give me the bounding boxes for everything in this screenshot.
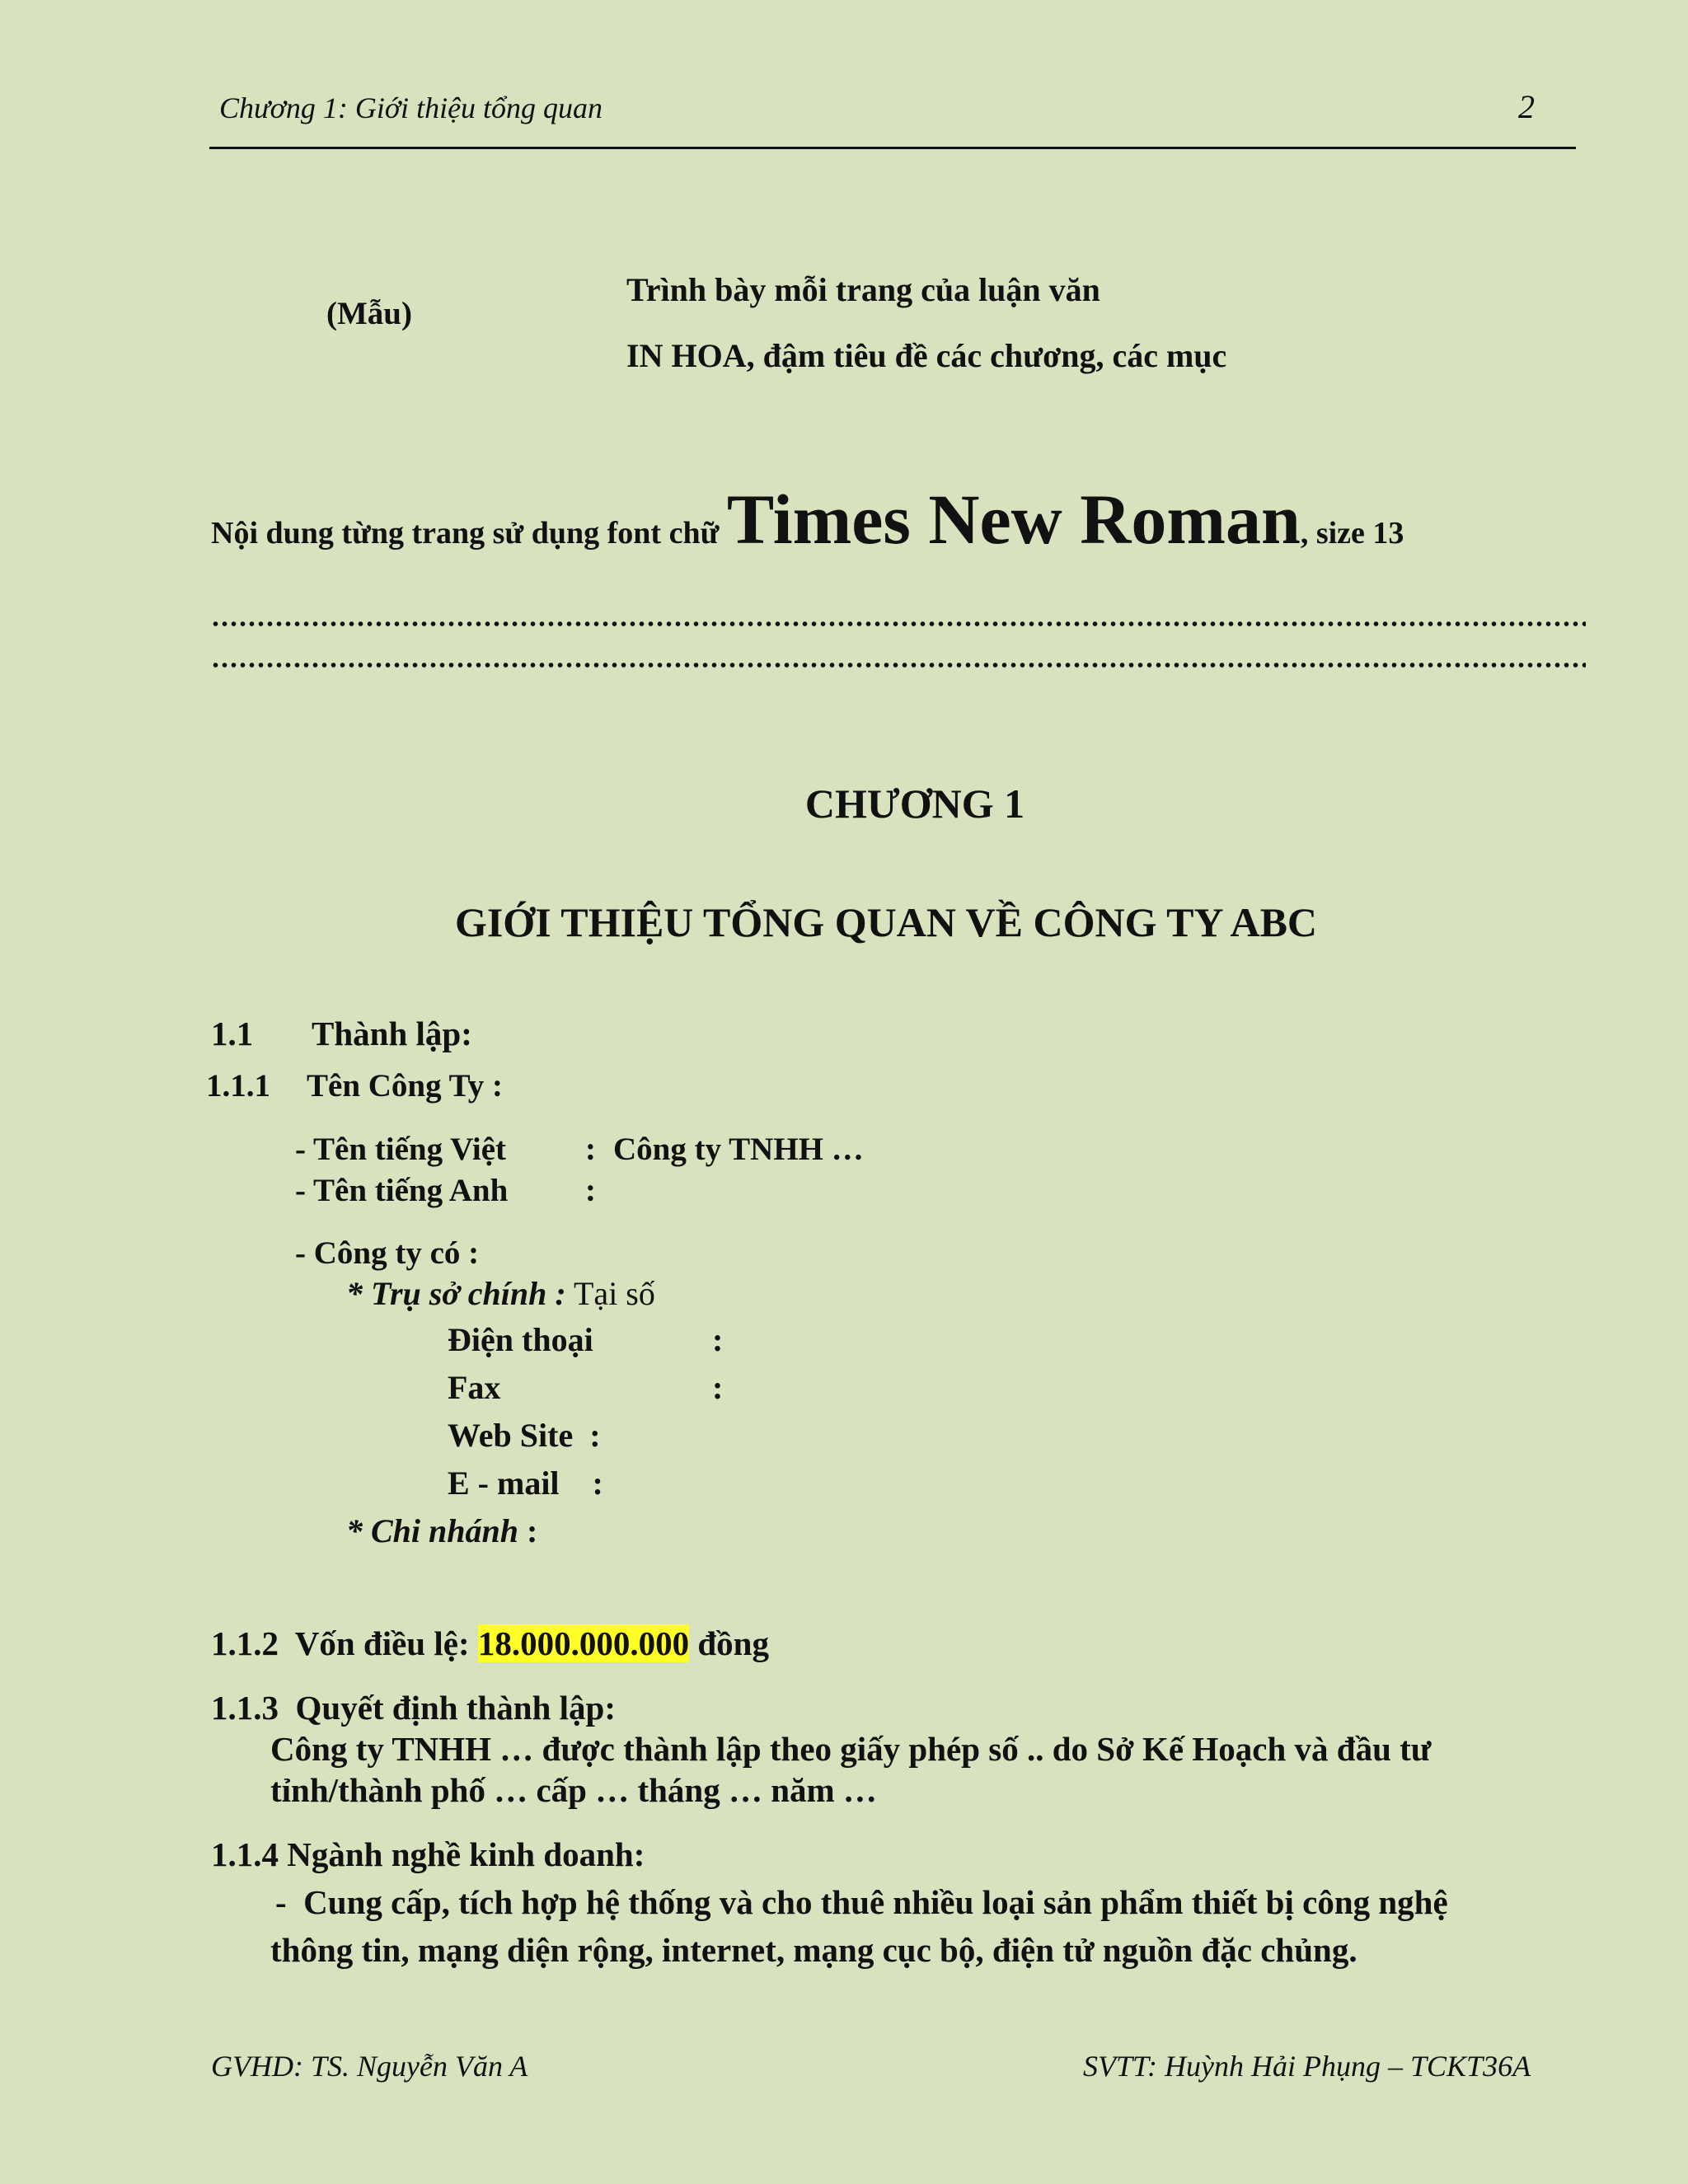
section-1-1-1-title: Tên Công Ty : xyxy=(307,1068,504,1104)
section-1-1-3-line-2: tỉnh/thành phố … cấp … tháng … năm … xyxy=(270,1771,877,1809)
charter-capital-amount: 18.000.000.000 xyxy=(477,1624,690,1662)
dotted-line-1 xyxy=(211,620,1586,628)
page-number: 2 xyxy=(1518,88,1535,125)
footer-advisor: GVHD: TS. Nguyễn Văn A xyxy=(211,2050,528,2083)
phone-colon: : xyxy=(712,1321,724,1358)
branch-label: * Chi nhánh xyxy=(346,1512,519,1549)
header-divider xyxy=(209,147,1576,149)
font-instruction xyxy=(211,470,1404,569)
section-1-1-number: 1.1 xyxy=(211,1015,254,1052)
font-instruction-prefix: Nội dung từng trang sử dụng font chữ xyxy=(211,516,720,551)
branch-colon: : xyxy=(518,1512,538,1549)
name-vi-value: Công ty TNHH … xyxy=(613,1132,864,1167)
section-1-1-4-title: 1.1.4 Ngành nghề kinh doanh: xyxy=(211,1835,645,1873)
chapter-label: CHƯƠNG 1 xyxy=(804,780,1025,827)
section-1-1-4-line-1: - Cung cấp, tích hợp hệ thống và cho thuê nhiều loại sản phẩm thiết bị công nghệ xyxy=(275,1883,1448,1921)
charter-capital-label: 1.1.2 Vốn điều lệ: xyxy=(211,1624,478,1662)
company-has-label: - Công ty có : xyxy=(295,1235,480,1271)
head-office-label: * Trụ sở chính : xyxy=(346,1275,566,1312)
name-vi-label: - Tên tiếng Việt xyxy=(295,1132,507,1167)
charter-capital xyxy=(211,1624,769,1663)
font-name: Times New Roman xyxy=(726,480,1301,559)
branch-line xyxy=(346,1511,537,1550)
fax-label: Fax xyxy=(448,1369,501,1406)
section-1-1-4-line-2: thông tin, mạng diện rộng, internet, mạng cục bộ, điện tử nguồn đặc chủng. xyxy=(270,1931,1357,1969)
name-en-colon: : xyxy=(585,1173,596,1208)
charter-capital-unit: đồng xyxy=(689,1624,769,1662)
phone-label: Điện thoại xyxy=(448,1321,593,1358)
head-office-line xyxy=(346,1274,655,1313)
font-size-note: , size 13 xyxy=(1300,516,1404,551)
head-office-value: Tại số xyxy=(574,1275,655,1312)
name-vi-colon: : xyxy=(585,1132,596,1167)
section-1-1-1-number: 1.1.1 xyxy=(206,1068,270,1104)
name-en-label: - Tên tiếng Anh xyxy=(295,1173,509,1208)
website-label: Web Site : xyxy=(448,1417,601,1454)
email-label: E - mail : xyxy=(448,1465,603,1502)
fax-colon: : xyxy=(712,1369,724,1406)
format-note-line-1: Trình bày mỗi trang của luận văn xyxy=(626,271,1100,308)
section-1-1-3-line-1: Công ty TNHH … được thành lập theo giấy phép số .. do Sở Kế Hoạch và đầu tư xyxy=(270,1730,1432,1768)
sample-label: (Mẫu) xyxy=(326,296,412,331)
running-header-title: Chương 1: Giới thiệu tổng quan xyxy=(219,91,603,124)
dotted-line-2 xyxy=(211,661,1586,669)
footer-student: SVTT: Huỳnh Hải Phụng – TCKT36A xyxy=(1083,2050,1531,2083)
chapter-title: GIỚI THIỆU TỔNG QUAN VỀ CÔNG TY ABC xyxy=(454,899,1318,945)
section-1-1-3-title: 1.1.3 Quyết định thành lập: xyxy=(211,1689,616,1727)
format-note-line-2: IN HOA, đậm tiêu đề các chương, các mục xyxy=(626,337,1227,374)
section-1-1-title: Thành lập: xyxy=(312,1015,472,1052)
